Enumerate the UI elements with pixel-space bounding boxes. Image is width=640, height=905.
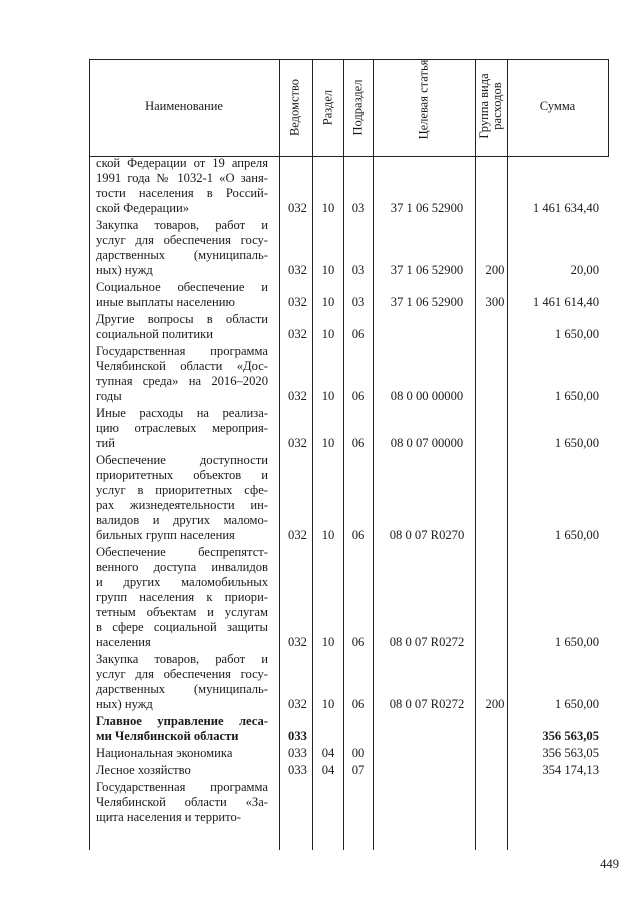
row-razdel: 10: [321, 201, 335, 215]
header-celevaya: Целевая статья: [416, 59, 431, 140]
header-name: Наименование: [145, 99, 223, 113]
row-podrazdel: 06: [351, 697, 365, 711]
row-name-line: Иные расходы на реализа-: [96, 406, 268, 420]
row-name-line: 1991 года № 1032-1 «О заня-: [96, 171, 268, 185]
grid-line: [89, 59, 609, 60]
header-razdel: Раздел: [320, 89, 335, 126]
row-name-line: ми Челябинской области: [96, 729, 239, 743]
row-razdel: 10: [321, 327, 335, 341]
row-podrazdel: 06: [351, 436, 365, 450]
row-name-line: Национальная экономика: [96, 746, 233, 760]
row-summa: 356 563,05: [542, 746, 599, 760]
row-razdel: 10: [321, 528, 335, 542]
row-name-line: годы: [96, 389, 122, 403]
row-vedomstvo: 032: [288, 327, 307, 341]
row-razdel: 10: [321, 697, 335, 711]
row-celevaya: 37 1 06 52900: [390, 295, 464, 309]
row-summa: 354 174,13: [542, 763, 599, 777]
row-summa: 1 650,00: [554, 436, 599, 450]
row-podrazdel: 03: [351, 263, 365, 277]
row-name-line: Обеспечение беспрепятст-: [96, 545, 268, 559]
row-summa: 1 461 634,40: [532, 201, 599, 215]
row-name-line: ской Федерации от 19 апреля: [96, 156, 268, 170]
row-vedomstvo: 032: [288, 528, 307, 542]
row-podrazdel: 03: [351, 201, 365, 215]
header-summa: Сумма: [539, 99, 576, 113]
row-name-line: услуг для обеспечения госу-: [96, 667, 268, 681]
page-number: 449: [600, 857, 619, 871]
row-name-line: Обеспечение доступности: [96, 453, 268, 467]
row-summa: 20,00: [570, 263, 599, 277]
row-vedomstvo: 033: [288, 763, 307, 777]
row-gruppa: 300: [485, 295, 505, 309]
header-gruppa: Группа вида расходов: [477, 73, 504, 139]
row-summa: 1 650,00: [554, 389, 599, 403]
row-name-line: Государственная программа: [96, 344, 268, 358]
row-name-line: Закупка товаров, работ и: [96, 218, 268, 232]
row-vedomstvo: 032: [288, 635, 307, 649]
row-podrazdel: 06: [351, 389, 365, 403]
grid-line: [279, 59, 280, 850]
row-name-line: ской Федерации»: [96, 201, 190, 215]
row-razdel: 10: [321, 263, 335, 277]
row-name-line: Челябинской области «Дос-: [96, 359, 268, 373]
row-name-line: Главное управление леса-: [96, 714, 268, 728]
row-podrazdel: 06: [351, 528, 365, 542]
row-vedomstvo: 032: [288, 436, 307, 450]
grid-line: [475, 59, 476, 850]
grid-line: [89, 59, 90, 850]
row-razdel: 10: [321, 436, 335, 450]
row-razdel: 04: [321, 763, 335, 777]
grid-line: [608, 59, 609, 157]
row-summa: 1 650,00: [554, 697, 599, 711]
header-vedomstvo: Ведомство: [287, 78, 302, 137]
row-name-line: дарственных (муниципаль-: [96, 682, 268, 696]
row-celevaya: 37 1 06 52900: [390, 263, 464, 277]
row-vedomstvo: 033: [288, 746, 307, 760]
row-podrazdel: 07: [351, 763, 365, 777]
row-name-line: валидов и других маломо-: [96, 513, 268, 527]
row-name-line: услуг для обеспечения госу-: [96, 233, 268, 247]
row-name-line: услуг в приоритетных сфе-: [96, 483, 268, 497]
row-name-line: Социальное обеспечение и: [96, 280, 268, 294]
row-name-line: и других маломобильных: [96, 575, 268, 589]
row-summa: 356 563,05: [542, 729, 599, 743]
row-razdel: 10: [321, 295, 335, 309]
row-podrazdel: 06: [351, 327, 365, 341]
row-name-line: иные выплаты населению: [96, 295, 235, 309]
row-vedomstvo: 032: [288, 263, 307, 277]
row-name-line: приоритетных объектов и: [96, 468, 268, 482]
row-name-line: тости населения в Россий-: [96, 186, 268, 200]
row-gruppa: 200: [485, 697, 505, 711]
grid-line: [507, 59, 508, 850]
row-vedomstvo: 033: [288, 729, 307, 743]
row-name-line: тетным объектам и услугам: [96, 605, 268, 619]
row-name-line: социальной политики: [96, 327, 214, 341]
row-name-line: рах жизнедеятельности ин-: [96, 498, 268, 512]
row-name-line: тий: [96, 436, 115, 450]
row-summa: 1 650,00: [554, 635, 599, 649]
row-name-line: ных) нужд: [96, 697, 153, 711]
row-celevaya: 08 0 07 R0272: [389, 635, 465, 649]
row-name-line: тупная среда» на 2016–2020: [96, 374, 268, 388]
row-celevaya: 08 0 07 R0272: [389, 697, 465, 711]
budget-table: [89, 59, 609, 850]
row-name-line: Челябинской области «За-: [96, 795, 268, 809]
row-vedomstvo: 032: [288, 389, 307, 403]
row-razdel: 04: [321, 746, 335, 760]
row-name-line: венного доступа инвалидов: [96, 560, 268, 574]
row-name-line: Закупка товаров, работ и: [96, 652, 268, 666]
row-name-line: цию отраслевых мероприя-: [96, 421, 268, 435]
row-name-line: Государственная программа: [96, 780, 268, 794]
row-name-line: Лесное хозяйство: [96, 763, 191, 777]
row-podrazdel: 03: [351, 295, 365, 309]
row-vedomstvo: 032: [288, 697, 307, 711]
header-podrazdel: Подраздел: [350, 79, 365, 136]
row-name-line: населения: [96, 635, 151, 649]
row-celevaya: 08 0 00 00000: [390, 389, 464, 403]
row-celevaya: 37 1 06 52900: [390, 201, 464, 215]
row-summa: 1 461 614,40: [532, 295, 599, 309]
grid-line: [312, 59, 313, 850]
row-name-line: ных) нужд: [96, 263, 153, 277]
row-name-line: в сфере социальной защиты: [96, 620, 268, 634]
row-name-line: щита населения и террито-: [96, 810, 241, 824]
row-vedomstvo: 032: [288, 295, 307, 309]
row-celevaya: 08 0 07 R0270: [389, 528, 465, 542]
row-summa: 1 650,00: [554, 528, 599, 542]
grid-line: [373, 59, 374, 850]
row-gruppa: 200: [485, 263, 505, 277]
row-name-line: групп населения к приори-: [96, 590, 268, 604]
row-name-line: дарственных (муниципаль-: [96, 248, 268, 262]
row-razdel: 10: [321, 389, 335, 403]
row-summa: 1 650,00: [554, 327, 599, 341]
row-name-line: Другие вопросы в области: [96, 312, 268, 326]
row-podrazdel: 06: [351, 635, 365, 649]
row-celevaya: 08 0 07 00000: [390, 436, 464, 450]
row-razdel: 10: [321, 635, 335, 649]
row-vedomstvo: 032: [288, 201, 307, 215]
grid-line: [343, 59, 344, 850]
row-name-line: бильных групп населения: [96, 528, 235, 542]
row-podrazdel: 00: [351, 746, 365, 760]
